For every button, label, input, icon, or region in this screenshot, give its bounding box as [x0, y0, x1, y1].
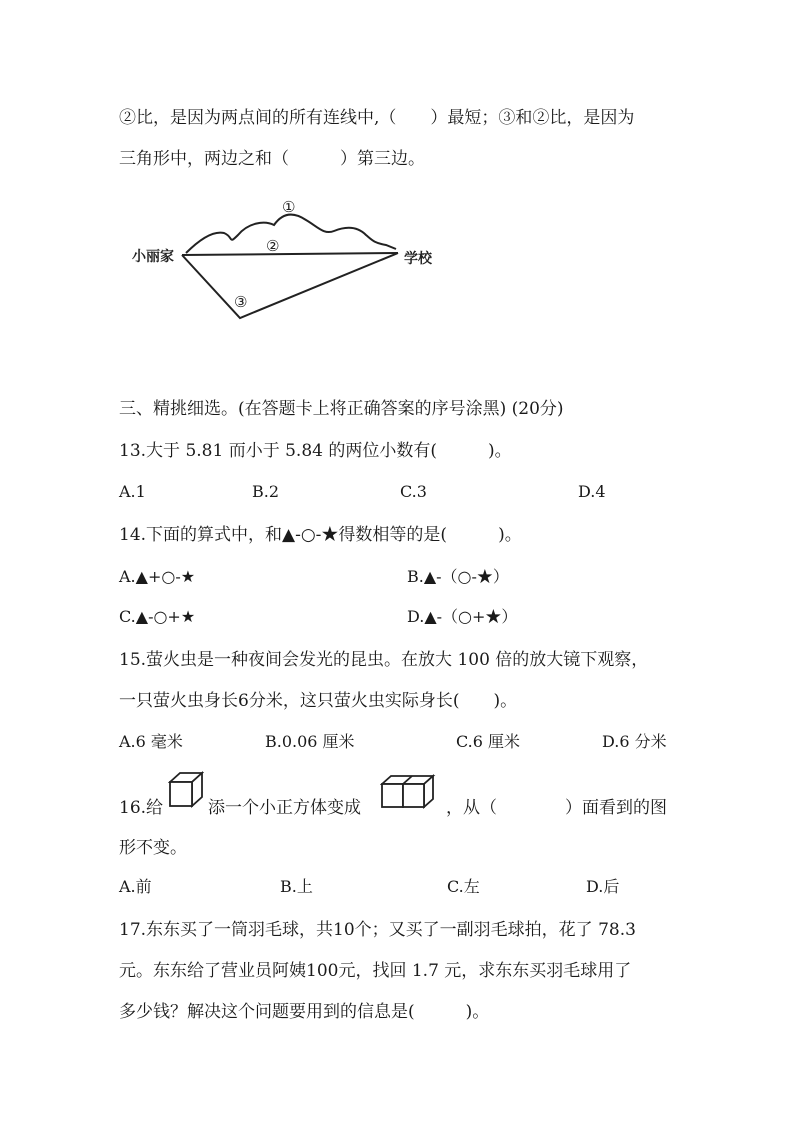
question-16-stem-part-2: 添一个小正方体变成 — [208, 798, 361, 818]
question-15-stem-line-1: 15.萤火虫是一种夜间会发光的昆虫。在放大 100 倍的放大镜下观察， — [119, 650, 649, 670]
question-14-option-c[interactable]: C.▲-○+★ — [119, 607, 196, 626]
question-15-option-a[interactable]: A.6 毫米 — [119, 732, 183, 751]
question-14-option-a[interactable]: A.▲+○-★ — [119, 567, 196, 586]
route-diagram — [116, 185, 446, 325]
question-16-stem-part-1: 16.给 — [119, 798, 164, 818]
start-label: 小丽家 — [132, 249, 174, 265]
question-14-option-b[interactable]: B.▲-（○-★） — [407, 567, 509, 586]
prev-question-line-1: ②比，是因为两点间的所有连线中,（ ）最短；③和②比，是因为 — [119, 108, 635, 128]
path3-label: ③ — [234, 293, 248, 311]
question-13-option-b[interactable]: B.2 — [252, 482, 280, 501]
question-15-option-d[interactable]: D.6 分米 — [602, 732, 667, 751]
route-path-1 — [186, 215, 396, 253]
question-16-option-a[interactable]: A.前 — [119, 877, 152, 896]
question-13-option-c[interactable]: C.3 — [400, 482, 427, 501]
question-13-stem: 13.大于 5.81 而小于 5.84 的两位小数有( )。 — [119, 441, 512, 461]
question-13-option-d[interactable]: D.4 — [578, 482, 606, 501]
question-17-stem-line-2: 元。东东给了营业员阿姨100元，找回 1.7 元，求东东买羽毛球用了 — [119, 961, 632, 981]
question-17-stem-line-3: 多少钱？解决这个问题要用到的信息是( )。 — [119, 1002, 490, 1022]
end-label: 学校 — [404, 251, 432, 267]
route-path-3 — [182, 253, 398, 318]
path1-label: ① — [282, 198, 296, 216]
prev-question-line-2: 三角形中，两边之和（ ）第三边。 — [119, 149, 425, 169]
double-cube-icon — [380, 773, 436, 809]
path2-label: ② — [266, 237, 280, 255]
question-15-stem-line-2: 一只萤火虫身长6分米，这只萤火虫实际身长( )。 — [119, 691, 518, 711]
question-16-stem-part-3: ，从（ ）面看到的图 — [446, 798, 667, 818]
question-16-option-b[interactable]: B.上 — [280, 877, 313, 896]
single-cube-icon — [168, 770, 204, 808]
question-14-stem: 14.下面的算式中，和▲-○-★得数相等的是( )。 — [119, 525, 522, 545]
question-16-option-d[interactable]: D.后 — [586, 877, 620, 896]
question-14-option-d[interactable]: D.▲-（○+★） — [407, 607, 518, 626]
question-17-stem-line-1: 17.东东买了一筒羽毛球，共10个；又买了一副羽毛球拍，花了 78.3 — [119, 920, 636, 940]
question-16-option-c[interactable]: C.左 — [447, 877, 480, 896]
route-path-2 — [182, 253, 398, 255]
question-15-option-c[interactable]: C.6 厘米 — [456, 732, 521, 751]
question-13-option-a[interactable]: A.1 — [119, 482, 146, 501]
section-heading: 三、精挑细选。(在答题卡上将正确答案的序号涂黑) (20分) — [119, 399, 564, 419]
question-16-stem-line-2: 形不变。 — [119, 838, 187, 858]
question-15-option-b[interactable]: B.0.06 厘米 — [265, 732, 355, 751]
